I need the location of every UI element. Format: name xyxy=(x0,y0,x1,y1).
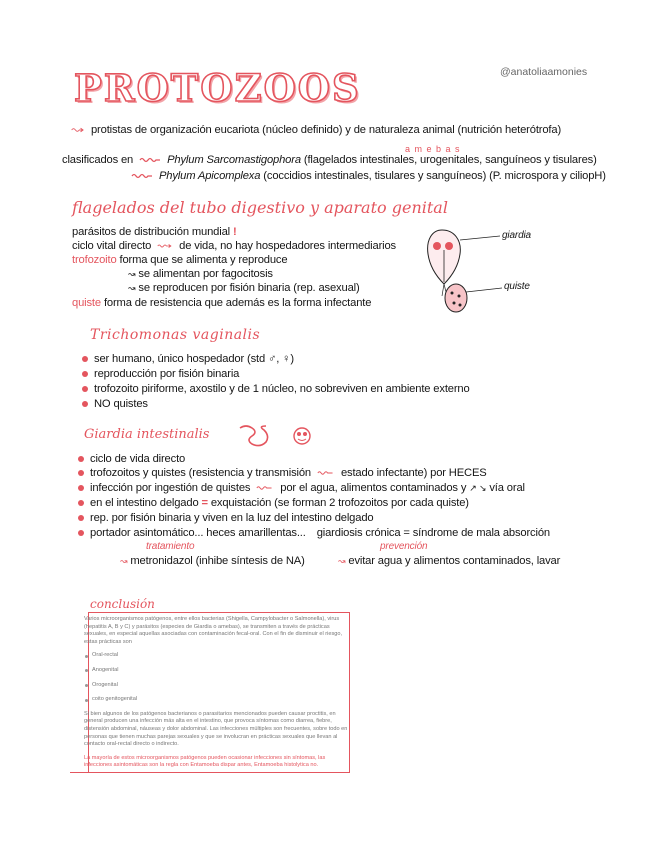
trofozoito-sub-2: ↝ se reproducen por fisión binaria (rep. asexual) xyxy=(128,282,360,294)
giardia-bullet-3: infección por ingestión de quistes por el agua, alimentos contaminados y ↗ ↘ vía oral xyxy=(78,482,525,494)
intestine-icon xyxy=(236,424,324,450)
label-quiste: quiste xyxy=(504,281,530,292)
section-heading-trichomonas: Trichomonas vaginalis xyxy=(90,327,261,343)
giardia-bullet-4: en el intestino delgado = exquistación (se forman 2 trofozoitos por cada quiste) xyxy=(78,497,469,509)
flagelados-line-1: parásitos de distribución mundial ! xyxy=(72,226,237,238)
conclusion-paragraph-1: Varios microorganismos patógenos, entre ellos bacterias (Shigella, Campylobacter o Salmonella), virus (hepatitis A, B y C) y parásitos (especies de Giardia o amebas), se transmiten a través de prácticas sexuales, en especial aquellas asociadas con contaminación fecal-oral. Con el fin de disminuir el riesgo, estas prácticas son xyxy=(84,616,343,645)
squiggle-arrow-icon xyxy=(157,243,173,249)
page-title: PROTOZOOS xyxy=(74,66,361,110)
flagelados-line-2: ciclo vital directo de vida, no hay hospedadores intermediarios xyxy=(72,240,396,252)
conclusion-paragraph-3: La mayoría de estos microorganismos patógenos pueden ocasionar infecciones sin síntomas, las infecciones asintomáticas son la regla con Entamoeba dispar antes, Entamoeba histolytica no. xyxy=(84,754,326,769)
squiggle-arrow-icon xyxy=(131,173,153,179)
giardia-bullet-1: ciclo de vida directo xyxy=(78,453,185,465)
arrow-icon xyxy=(71,125,85,135)
trichomonas-bullet-2: reproducción por fisión binaria xyxy=(82,368,239,380)
prevencion-label: prevención xyxy=(380,541,428,552)
trichomonas-bullet-4: NO quistes xyxy=(82,398,148,410)
section-heading-conclusion: conclusión xyxy=(90,597,155,611)
giardia-bullet-2: trofozoitos y quistes (resistencia y transmisión estado infectante) por HECES xyxy=(78,467,487,479)
tratamiento-text: ↝ metronidazol (inhibe síntesis de NA) xyxy=(120,555,305,567)
author-handle: @anatoliaamonies xyxy=(500,66,588,78)
label-giardia: giardia xyxy=(502,230,531,241)
trichomonas-bullet-3: trofozoito piriforme, axostilo y de 1 núcleo, no sobreviven en ambiente externo xyxy=(82,383,470,395)
squiggle-arrow-icon xyxy=(317,470,335,476)
amebas-note: a m e b a s xyxy=(405,144,461,154)
trofozoito-line: trofozoito forma que se alimenta y reproduce xyxy=(72,254,288,266)
trofozoito-sub-1: ↝ se alimentan por fagocitosis xyxy=(128,268,273,280)
giardia-bullet-6: portador asintomático... heces amarillentas... giardiosis crónica = síndrome de mala absorción xyxy=(78,527,550,539)
conclusion-paragraph-2: Si bien algunos de los patógenos bacterianos o parasitarios mencionados pueden causar proctitis, en general producen una infección más alta en el intestino, que provoca síntomas como diarrea, fiebre, distensión abdominal, náuseas y dolor abdominal. Las infecciones múltiples son frecuentes, sobre todo en personas que tienen muchas parejas sexuales y que se involucran en prácticas sexuales que llevan al contacto oral-rectal directo o indirecto. xyxy=(84,710,348,748)
quiste-line: quiste forma de resistencia que además es la forma infectante xyxy=(72,297,372,309)
list-item: coito genitogenital xyxy=(84,696,348,704)
intro-line-1: protistas de organización eucariota (núcleo definido) y de naturaleza animal (nutrición heterótrofa) xyxy=(68,124,561,136)
squiggle-arrow-icon xyxy=(256,485,274,491)
section-heading-flagelados: flagelados del tubo digestivo y aparato genital xyxy=(72,198,448,217)
conclusion-text xyxy=(84,616,348,776)
squiggle-arrow-icon xyxy=(139,157,161,163)
intro-line-2: clasificados en Phylum Sarcomastigophora (flagelados intestinales, urogenitales, sanguíneos y tisulares) xyxy=(62,154,597,166)
section-heading-giardia: Giardia intestinalis xyxy=(84,427,210,442)
list-item: Orogenital xyxy=(84,682,348,690)
list-item: Anogenital xyxy=(84,667,348,675)
list-item: Oral-rectal xyxy=(84,652,348,660)
intro-line-3: Phylum Apicomplexa (coccidios intestinales, tisulares y sanguíneos) (P. microspora y ciliopH) xyxy=(128,170,606,182)
conclusion-list xyxy=(84,652,348,703)
tratamiento-label: tratamiento xyxy=(146,541,195,552)
prevencion-text: ↝ evitar agua y alimentos contaminados, lavar xyxy=(338,555,561,567)
trichomonas-bullet-1: ser humano, único hospedador (std ♂, ♀) xyxy=(82,353,294,365)
giardia-bullet-5: rep. por fisión binaria y viven en la luz del intestino delgado xyxy=(78,512,373,524)
